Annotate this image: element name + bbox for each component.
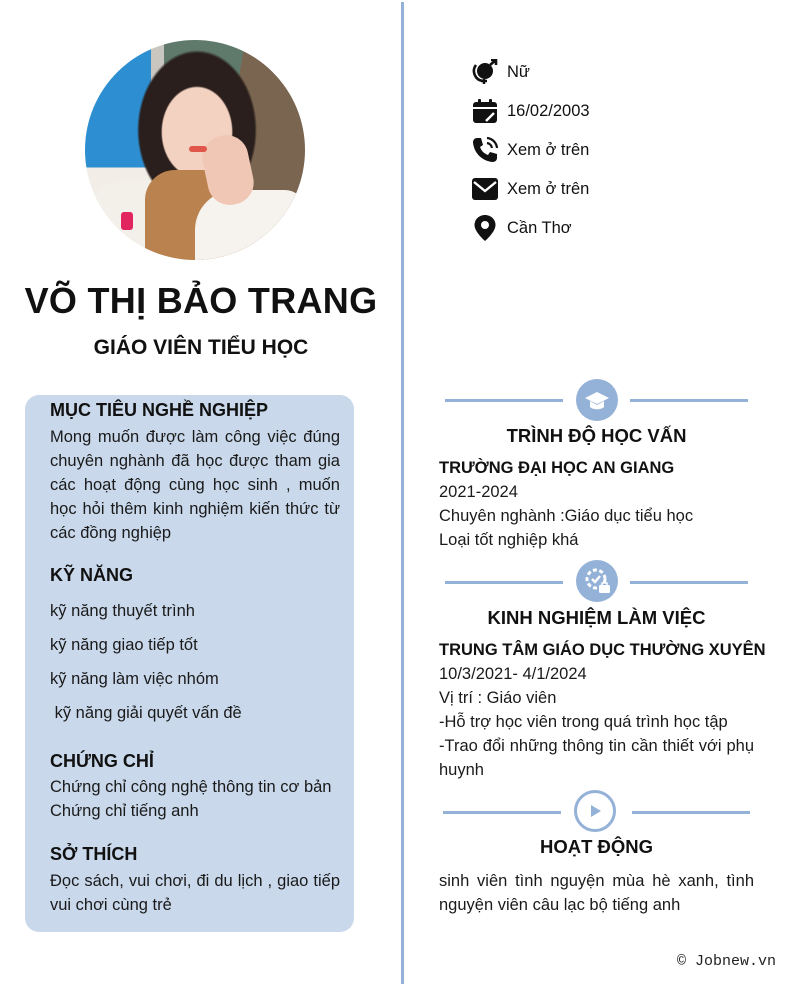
- contact-email: [471, 175, 589, 203]
- gender-icon: [471, 58, 499, 86]
- phone-icon: [471, 136, 499, 164]
- gender-value: Nữ: [507, 62, 530, 81]
- map-pin-icon: [471, 214, 499, 242]
- education-school: TRƯỜNG ĐẠI HỌC AN GIANG: [439, 459, 675, 477]
- activities-title: HOẠT ĐỘNG: [539, 836, 654, 857]
- contact-gender: [471, 58, 530, 86]
- graduation-cap-icon: [576, 379, 618, 421]
- avatar: [85, 40, 305, 260]
- candidate-role: GIÁO VIÊN TIỂU HỌC: [93, 336, 309, 359]
- experience-title: KINH NGHIỆM LÀM VIỆC: [487, 607, 706, 628]
- experience-line: Vị trí : Giáo viên: [439, 689, 557, 707]
- skill-item: kỹ năng làm việc nhóm: [50, 670, 219, 688]
- experience-company: TRUNG TÂM GIÁO DỤC THƯỜNG XUYÊN: [439, 641, 766, 659]
- gear-briefcase-icon: [576, 560, 618, 602]
- footer-credit: © Jobnew.vn: [676, 953, 776, 970]
- education-line: Loại tốt nghiệp khá: [439, 531, 579, 549]
- birthdate-value: 16/02/2003: [507, 101, 590, 120]
- certificate-item: Chứng chỉ tiếng anh: [50, 802, 199, 820]
- skills-title: KỸ NĂNG: [50, 565, 134, 585]
- candidate-name: VÕ THỊ BẢO TRANG: [24, 280, 378, 321]
- hobbies-text: Đọc sách, vui chơi, đi du lịch , giao tiếp vui chơi cùng trẻ: [50, 872, 340, 914]
- hobbies-title: SỞ THÍCH: [50, 844, 138, 864]
- section-rule: [445, 399, 563, 402]
- section-rule: [630, 399, 748, 402]
- certificate-item: Chứng chỉ công nghệ thông tin cơ bản: [50, 778, 332, 796]
- skill-item: kỹ năng giao tiếp tốt: [50, 636, 198, 654]
- column-divider: [401, 2, 404, 984]
- phone-value: Xem ở trên: [507, 140, 590, 159]
- objective-text: Mong muốn được làm công việc đúng chuyên nghành đã học được tham gia các hoạt động cùng học sinh , muốn học hỏi thêm kinh nghiệm kiến thức từ các đồng nghiệp: [50, 428, 340, 542]
- skill-item: kỹ năng thuyết trình: [50, 602, 195, 620]
- play-circle-icon: [574, 790, 616, 832]
- skill-item: kỹ năng giải quyết vấn đề: [50, 704, 242, 722]
- email-value: Xem ở trên: [507, 179, 590, 198]
- education-title: TRÌNH ĐỘ HỌC VẤN: [506, 425, 687, 446]
- experience-line: -Trao đổi những thông tin cần thiết với phụ huynh: [439, 737, 754, 779]
- education-line: 2021-2024: [439, 483, 518, 501]
- section-rule: [630, 581, 748, 584]
- education-line: Chuyên nghành :Giáo dục tiểu học: [439, 507, 694, 525]
- activities-text: sinh viên tình nguyện mùa hè xanh, tình nguyện viên câu lạc bộ tiếng anh: [439, 872, 754, 914]
- location-value: Cần Thơ: [507, 218, 572, 237]
- contact-location: [471, 214, 572, 242]
- envelope-icon: [471, 175, 499, 203]
- section-rule: [443, 811, 561, 814]
- certificates-title: CHỨNG CHỈ: [50, 751, 154, 771]
- calendar-icon: [471, 97, 499, 125]
- section-rule: [632, 811, 750, 814]
- section-rule: [445, 581, 563, 584]
- contact-birthdate: [471, 97, 590, 125]
- experience-line: -Hỗ trợ học viên trong quá trình học tập: [439, 713, 728, 731]
- objective-title: MỤC TIÊU NGHỀ NGHIỆP: [50, 400, 269, 420]
- contact-phone: [471, 136, 589, 164]
- experience-line: 10/3/2021- 4/1/2024: [439, 665, 587, 683]
